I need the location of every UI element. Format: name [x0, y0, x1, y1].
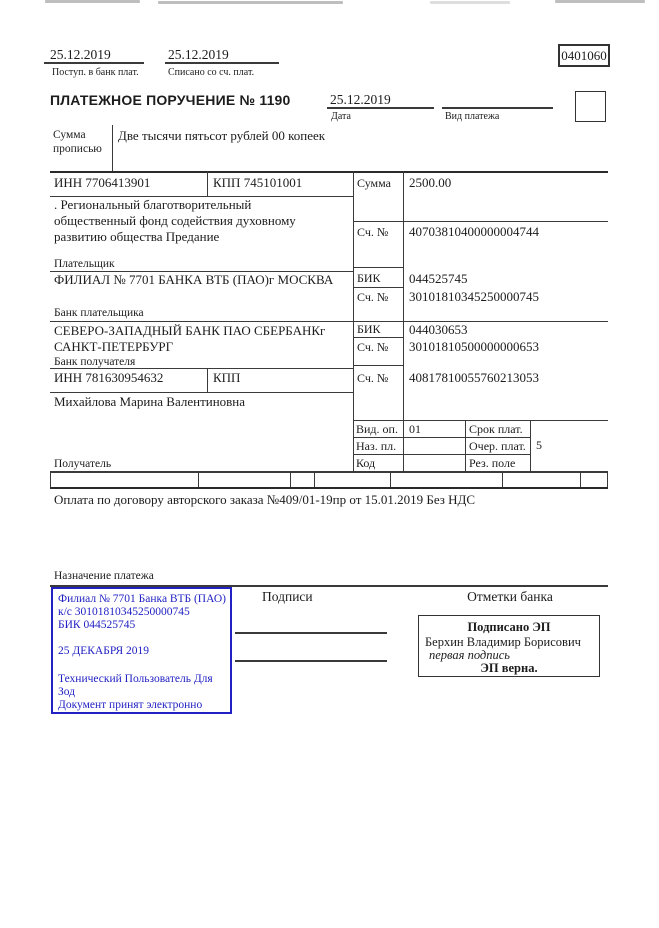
document-title: ПЛАТЕЖНОЕ ПОРУЧЕНИЕ № 1190 — [50, 92, 291, 108]
payee-bank-name-line-2: САНКТ-ПЕТЕРБУРГ — [54, 339, 174, 354]
date-label: Дата — [331, 111, 351, 122]
bank-stamp-line-7: Документ принят электронно — [58, 699, 203, 711]
payee-name: Михайлова Марина Валентиновна — [54, 394, 246, 409]
document-date: 25.12.2019 — [330, 92, 391, 107]
line-below-payee-bank — [50, 368, 353, 369]
payee-account-label: Сч. № — [357, 371, 389, 385]
payment-type-label: Вид платежа — [445, 111, 500, 122]
payment-type-box — [575, 91, 606, 122]
strip-divider — [50, 471, 51, 487]
inn-kpp-divider-payer — [207, 171, 208, 196]
signature-stamp-subtitle: первая подпись — [429, 648, 510, 662]
strip-divider — [607, 471, 608, 487]
reserve-field-label: Рез. поле — [469, 456, 516, 470]
payer-name-line-2: общественный фонд содействия духовному — [54, 213, 296, 228]
payer-bank-name: ФИЛИАЛ № 7701 БАНКА ВТБ (ПАО)г МОСКВА — [54, 272, 334, 287]
priority-label: Очер. плат. — [469, 439, 526, 453]
payer-bank-bik-label: БИК — [357, 271, 381, 285]
code-label: Код — [356, 456, 376, 470]
payee-inn: ИНН 781630954632 — [54, 370, 164, 385]
payer-inn: ИНН 7706413901 — [54, 175, 151, 190]
op-block-divider-2 — [530, 420, 531, 471]
payer-name-line-1: . Региональный благотворительный — [54, 197, 252, 212]
payer-bank-account-label: Сч. № — [357, 290, 389, 304]
clipped-text-remnant — [45, 0, 140, 3]
amount-words-label-1: Сумма — [53, 129, 86, 141]
line-below-payee — [50, 471, 608, 473]
payer-bank-bik-value: 044525745 — [409, 271, 468, 286]
payee-account-value: 40817810055760213053 — [409, 370, 539, 385]
line-below-payee-inn — [50, 392, 353, 393]
table-top-line — [50, 171, 608, 173]
op-block-row2-line — [353, 454, 530, 455]
bank-stamp-line-2: к/с 30101810345250000745 — [58, 606, 190, 618]
due-date-label: Срок плат. — [469, 422, 523, 436]
inn-kpp-divider-payee — [207, 368, 208, 392]
payee-bank-account-value: 30101810500000000653 — [409, 339, 539, 354]
op-block-divider-1 — [465, 420, 466, 471]
debited-date-line — [165, 62, 279, 64]
amount-words-divider — [112, 125, 113, 171]
purpose-label: Назначение платежа — [54, 570, 154, 582]
sum-value: 2500.00 — [409, 175, 452, 190]
line-bik2-bottom — [353, 337, 403, 338]
bank-stamp-line-5: Технический Пользователь Для — [58, 673, 213, 685]
form-code: 0401060 — [561, 47, 607, 63]
bank-stamp-box — [51, 587, 232, 714]
payer-bank-account-value: 30101810345250000745 — [409, 289, 539, 304]
payer-label: Плательщик — [54, 258, 115, 270]
line-acct-label-divider — [353, 365, 403, 366]
payee-bank-name-line-1: СЕВЕРО-ЗАПАДНЫЙ БАНК ПАО СБЕРБАНКг — [54, 323, 326, 338]
debited-date-label: Списано со сч. плат. — [168, 67, 255, 78]
payment-type-line — [442, 107, 553, 109]
clipped-text-remnant — [158, 1, 343, 4]
signatures-label: Подписи — [262, 589, 313, 604]
op-block-row1-line — [353, 437, 530, 438]
signature-stamp-box — [418, 615, 600, 677]
strip-divider — [502, 471, 503, 487]
received-date: 25.12.2019 — [50, 47, 111, 62]
strip-divider — [390, 471, 391, 487]
payee-bank-account-label: Сч. № — [357, 340, 389, 354]
line-bik1-top — [353, 267, 403, 268]
op-type-value: 01 — [409, 422, 421, 436]
line-below-payer-bank — [50, 321, 608, 322]
bank-stamp-line-1: Филиал № 7701 Банка ВТБ (ПАО) — [58, 593, 226, 605]
payee-kpp-label: КПП — [213, 370, 241, 385]
bank-marks-label: Отметки банка — [467, 589, 553, 604]
op-type-label: Вид. оп. — [356, 422, 398, 436]
purpose-text: Оплата по договору авторского заказа №409/01-19пр от 15.01.2019 Без НДС — [54, 492, 476, 507]
clipped-text-remnant — [430, 1, 510, 4]
op-block-top-line — [353, 420, 608, 421]
received-date-line — [44, 62, 144, 64]
strip-divider — [290, 471, 291, 487]
payer-name-line-3: развитию общества Предание — [54, 229, 220, 244]
bank-stamp-line-6: Зод — [58, 686, 76, 698]
signature-stamp-title: Подписано ЭП — [467, 620, 551, 634]
strip-divider — [198, 471, 199, 487]
payer-account-value: 40703810400000004744 — [409, 224, 539, 239]
amount-words-label-2: прописью — [53, 143, 102, 155]
signature-stamp-name: Берхин Владимир Борисович — [425, 635, 581, 649]
line-bik1-bottom — [353, 287, 403, 288]
signature-line-2 — [235, 660, 387, 662]
bank-stamp-line-3: БИК 044525745 — [58, 619, 136, 631]
strip-divider — [314, 471, 315, 487]
payer-account-label: Сч. № — [357, 225, 389, 239]
clipped-text-remnant — [555, 0, 645, 3]
purpose-code-label: Наз. пл. — [356, 439, 397, 453]
debited-date: 25.12.2019 — [168, 47, 229, 62]
payer-kpp: КПП 745101001 — [213, 175, 303, 190]
sum-label: Сумма — [357, 176, 391, 190]
strip-divider — [580, 471, 581, 487]
signature-line-1 — [235, 632, 387, 634]
payer-bank-label: Банк плательщика — [54, 307, 144, 319]
payee-bank-bik-value: 044030653 — [409, 322, 468, 337]
table-bottom-line — [50, 487, 608, 489]
date-line — [327, 107, 434, 109]
signature-stamp-verified: ЭП верна. — [480, 661, 538, 675]
line-below-sum-row — [353, 221, 608, 222]
priority-value: 5 — [536, 438, 542, 452]
payee-bank-bik-label: БИК — [357, 322, 381, 336]
amount-words-value: Две тысячи пятьсот рублей 00 копеек — [118, 128, 326, 143]
received-date-label: Поступ. в банк плат. — [52, 67, 139, 78]
form-code-box — [558, 44, 610, 67]
payee-bank-label: Банк получателя — [54, 356, 136, 368]
payee-label: Получатель — [54, 458, 112, 470]
bank-stamp-line-4: 25 ДЕКАБРЯ 2019 — [58, 645, 150, 657]
